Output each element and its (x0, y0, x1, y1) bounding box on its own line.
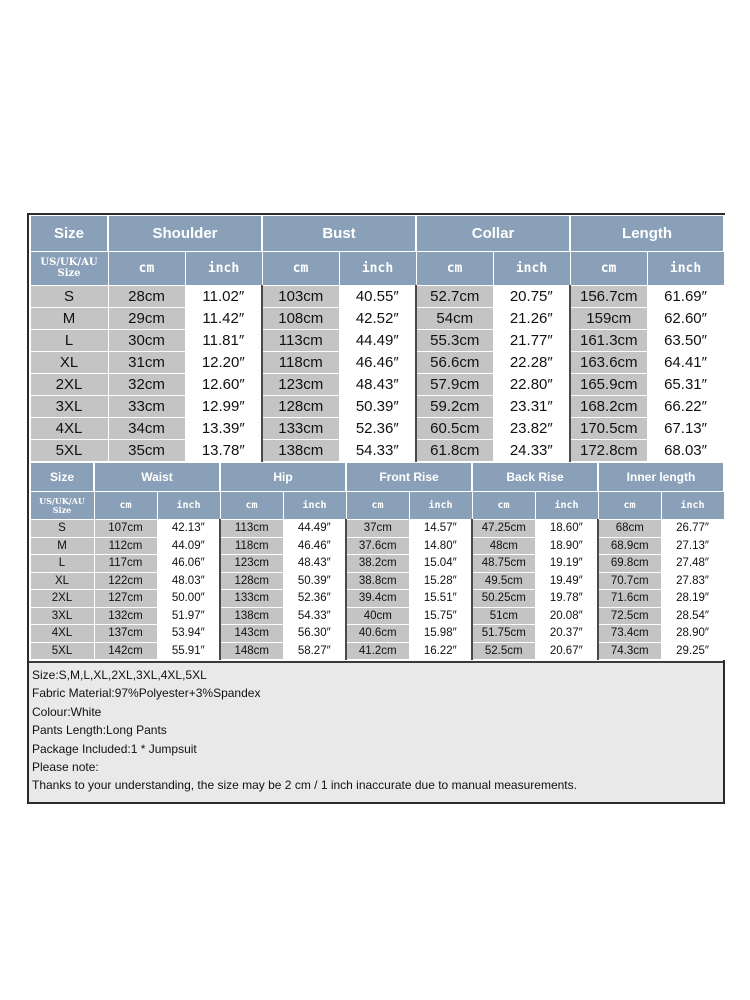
inch-value-cell: 65.31″ (647, 374, 724, 396)
unit-row-label: US/UK/AU Size (30, 492, 94, 520)
inch-value-cell: 21.77″ (493, 330, 570, 352)
unit-cm: cm (416, 252, 493, 286)
table-row (30, 308, 724, 330)
size-label-cell: S (30, 286, 108, 308)
note-package: Package Included:1 * Jumpsuit (32, 741, 197, 756)
inch-value-cell: 67.13″ (647, 418, 724, 440)
cm-value-cell: 138cm (220, 607, 283, 625)
unit-cm: cm (94, 492, 157, 520)
inch-value-cell: 18.90″ (535, 537, 598, 555)
table-row (30, 330, 724, 352)
inch-value-cell: 54.33″ (339, 440, 416, 462)
size-label-cell: 3XL (30, 607, 94, 625)
cm-value-cell: 137cm (94, 625, 157, 643)
cm-value-cell: 29cm (108, 308, 185, 330)
table-row (30, 418, 724, 440)
size-label-cell: S (30, 520, 94, 538)
cm-value-cell: 49.5cm (472, 572, 535, 590)
inch-value-cell: 48.43″ (283, 555, 346, 573)
inch-value-cell: 28.90″ (661, 625, 724, 643)
cm-value-cell: 48.75cm (472, 555, 535, 573)
table-row (30, 590, 724, 608)
inch-value-cell: 66.22″ (647, 396, 724, 418)
table-row (30, 352, 724, 374)
unit-inch: inch (157, 492, 220, 520)
cm-value-cell: 123cm (262, 374, 339, 396)
size-label-cell: XL (30, 572, 94, 590)
note-disclaimer: Thanks to your understanding, the size may be 2 cm / 1 inch inaccurate due to manual measurements. (32, 778, 577, 793)
size-label-cell: XL (30, 352, 108, 374)
column-header-front-rise: Front Rise (346, 463, 472, 492)
inch-value-cell: 50.39″ (283, 572, 346, 590)
inch-value-cell: 19.49″ (535, 572, 598, 590)
size-label-cell: 2XL (30, 590, 94, 608)
column-header-back-rise: Back Rise (472, 463, 598, 492)
table-row (30, 572, 724, 590)
inch-value-cell: 26.77″ (661, 520, 724, 538)
inch-value-cell: 15.28″ (409, 572, 472, 590)
cm-value-cell: 56.6cm (416, 352, 493, 374)
inch-value-cell: 54.33″ (283, 607, 346, 625)
inch-value-cell: 16.22″ (409, 642, 472, 660)
table-body (30, 286, 724, 462)
size-label-cell: 5XL (30, 642, 94, 660)
inch-value-cell: 44.49″ (283, 520, 346, 538)
inch-value-cell: 48.03″ (157, 572, 220, 590)
cm-value-cell: 161.3cm (570, 330, 647, 352)
size-label-cell: 4XL (30, 418, 108, 440)
column-header-shoulder: Shoulder (108, 216, 262, 252)
table-row (30, 286, 724, 308)
inch-value-cell: 27.13″ (661, 537, 724, 555)
inch-value-cell: 62.60″ (647, 308, 724, 330)
unit-inch: inch (647, 252, 724, 286)
cm-value-cell: 61.8cm (416, 440, 493, 462)
cm-value-cell: 57.9cm (416, 374, 493, 396)
cm-value-cell: 172.8cm (570, 440, 647, 462)
inch-value-cell: 12.20″ (185, 352, 262, 374)
inch-value-cell: 15.51″ (409, 590, 472, 608)
cm-value-cell: 133cm (220, 590, 283, 608)
inch-value-cell: 15.04″ (409, 555, 472, 573)
inch-value-cell: 19.19″ (535, 555, 598, 573)
inch-value-cell: 19.78″ (535, 590, 598, 608)
table-row (30, 625, 724, 643)
size-table-bottom (29, 462, 725, 660)
inch-value-cell: 52.36″ (283, 590, 346, 608)
unit-inch: inch (535, 492, 598, 520)
note-sizes: Size:S,M,L,XL,2XL,3XL,4XL,5XL (32, 668, 207, 682)
inch-value-cell: 46.06″ (157, 555, 220, 573)
inch-value-cell: 22.80″ (493, 374, 570, 396)
cm-value-cell: 39.4cm (346, 590, 409, 608)
size-label-cell: L (30, 330, 108, 352)
size-chart-sheet (27, 213, 725, 804)
inch-value-cell: 51.97″ (157, 607, 220, 625)
cm-value-cell: 48cm (472, 537, 535, 555)
cm-value-cell: 142cm (94, 642, 157, 660)
inch-value-cell: 28.54″ (661, 607, 724, 625)
table-row (30, 396, 724, 418)
table-row (30, 537, 724, 555)
cm-value-cell: 38.8cm (346, 572, 409, 590)
inch-value-cell: 50.39″ (339, 396, 416, 418)
inch-value-cell: 55.91″ (157, 642, 220, 660)
cm-value-cell: 118cm (220, 537, 283, 555)
inch-value-cell: 12.99″ (185, 396, 262, 418)
inch-value-cell: 40.55″ (339, 286, 416, 308)
inch-value-cell: 28.19″ (661, 590, 724, 608)
cm-value-cell: 113cm (220, 520, 283, 538)
cm-value-cell: 69.8cm (598, 555, 661, 573)
unit-cm: cm (346, 492, 409, 520)
size-label-cell: 2XL (30, 374, 108, 396)
note-colour: Colour:White (32, 704, 102, 719)
cm-value-cell: 156.7cm (570, 286, 647, 308)
cm-value-cell: 68cm (598, 520, 661, 538)
table-row (30, 607, 724, 625)
cm-value-cell: 35cm (108, 440, 185, 462)
inch-value-cell: 14.80″ (409, 537, 472, 555)
unit-inch: inch (283, 492, 346, 520)
table-row (30, 642, 724, 660)
note-pants-length: Pants Length:Long Pants (32, 723, 167, 738)
column-header-length: Length (570, 216, 724, 252)
column-header-inner-length: Inner length (598, 463, 724, 492)
inch-value-cell: 18.60″ (535, 520, 598, 538)
size-header: Size (30, 463, 94, 492)
cm-value-cell: 51.75cm (472, 625, 535, 643)
inch-value-cell: 44.09″ (157, 537, 220, 555)
inch-value-cell: 68.03″ (647, 440, 724, 462)
cm-value-cell: 28cm (108, 286, 185, 308)
inch-value-cell: 22.28″ (493, 352, 570, 374)
header-row (30, 216, 724, 252)
cm-value-cell: 73.4cm (598, 625, 661, 643)
column-header-waist: Waist (94, 463, 220, 492)
cm-value-cell: 113cm (262, 330, 339, 352)
inch-value-cell: 50.00″ (157, 590, 220, 608)
cm-value-cell: 112cm (94, 537, 157, 555)
cm-value-cell: 40cm (346, 607, 409, 625)
inch-value-cell: 64.41″ (647, 352, 724, 374)
inch-value-cell: 15.75″ (409, 607, 472, 625)
inch-value-cell: 20.08″ (535, 607, 598, 625)
size-table-top (29, 215, 725, 462)
inch-value-cell: 11.02″ (185, 286, 262, 308)
unit-inch: inch (409, 492, 472, 520)
cm-value-cell: 60.5cm (416, 418, 493, 440)
inch-value-cell: 58.27″ (283, 642, 346, 660)
cm-value-cell: 54cm (416, 308, 493, 330)
unit-inch: inch (661, 492, 724, 520)
inch-value-cell: 61.69″ (647, 286, 724, 308)
cm-value-cell: 163.6cm (570, 352, 647, 374)
cm-value-cell: 165.9cm (570, 374, 647, 396)
note-fabric: Fabric Material:97%Polyester+3%Spandex (32, 686, 261, 701)
cm-value-cell: 138cm (262, 440, 339, 462)
cm-value-cell: 68.9cm (598, 537, 661, 555)
inch-value-cell: 27.48″ (661, 555, 724, 573)
cm-value-cell: 132cm (94, 607, 157, 625)
inch-value-cell: 20.67″ (535, 642, 598, 660)
inch-value-cell: 12.60″ (185, 374, 262, 396)
cm-value-cell: 107cm (94, 520, 157, 538)
cm-value-cell: 170.5cm (570, 418, 647, 440)
size-label-cell: 3XL (30, 396, 108, 418)
unit-cm: cm (108, 252, 185, 286)
inch-value-cell: 15.98″ (409, 625, 472, 643)
inch-value-cell: 52.36″ (339, 418, 416, 440)
inch-value-cell: 13.78″ (185, 440, 262, 462)
cm-value-cell: 41.2cm (346, 642, 409, 660)
cm-value-cell: 133cm (262, 418, 339, 440)
cm-value-cell: 31cm (108, 352, 185, 374)
column-header-collar: Collar (416, 216, 570, 252)
header-row (30, 463, 724, 492)
cm-value-cell: 51cm (472, 607, 535, 625)
cm-value-cell: 103cm (262, 286, 339, 308)
table-row (30, 555, 724, 573)
inch-value-cell: 13.39″ (185, 418, 262, 440)
cm-value-cell: 50.25cm (472, 590, 535, 608)
unit-cm: cm (472, 492, 535, 520)
inch-value-cell: 29.25″ (661, 642, 724, 660)
table-row (30, 520, 724, 538)
cm-value-cell: 122cm (94, 572, 157, 590)
table-row (30, 440, 724, 462)
cm-value-cell: 70.7cm (598, 572, 661, 590)
inch-value-cell: 27.83″ (661, 572, 724, 590)
cm-value-cell: 159cm (570, 308, 647, 330)
inch-value-cell: 23.82″ (493, 418, 570, 440)
inch-value-cell: 11.81″ (185, 330, 262, 352)
cm-value-cell: 32cm (108, 374, 185, 396)
cm-value-cell: 37.6cm (346, 537, 409, 555)
inch-value-cell: 23.31″ (493, 396, 570, 418)
table-row (30, 374, 724, 396)
cm-value-cell: 123cm (220, 555, 283, 573)
size-label-cell: M (30, 537, 94, 555)
unit-inch: inch (339, 252, 416, 286)
table-body (30, 520, 724, 660)
inch-value-cell: 11.42″ (185, 308, 262, 330)
inch-value-cell: 42.13″ (157, 520, 220, 538)
inch-value-cell: 24.33″ (493, 440, 570, 462)
cm-value-cell: 38.2cm (346, 555, 409, 573)
cm-value-cell: 108cm (262, 308, 339, 330)
cm-value-cell: 117cm (94, 555, 157, 573)
inch-value-cell: 46.46″ (283, 537, 346, 555)
unit-row-label: US/UK/AU Size (30, 252, 108, 286)
cm-value-cell: 127cm (94, 590, 157, 608)
cm-value-cell: 118cm (262, 352, 339, 374)
size-label-cell: L (30, 555, 94, 573)
cm-value-cell: 71.6cm (598, 590, 661, 608)
cm-value-cell: 59.2cm (416, 396, 493, 418)
cm-value-cell: 148cm (220, 642, 283, 660)
inch-value-cell: 42.52″ (339, 308, 416, 330)
cm-value-cell: 168.2cm (570, 396, 647, 418)
product-notes (29, 661, 723, 802)
inch-value-cell: 20.75″ (493, 286, 570, 308)
cm-value-cell: 52.7cm (416, 286, 493, 308)
unit-cm: cm (262, 252, 339, 286)
column-header-hip: Hip (220, 463, 346, 492)
cm-value-cell: 128cm (220, 572, 283, 590)
size-header: Size (30, 216, 108, 252)
cm-value-cell: 72.5cm (598, 607, 661, 625)
inch-value-cell: 63.50″ (647, 330, 724, 352)
inch-value-cell: 21.26″ (493, 308, 570, 330)
note-please-note: Please note: (32, 760, 99, 775)
unit-inch: inch (185, 252, 262, 286)
inch-value-cell: 20.37″ (535, 625, 598, 643)
inch-value-cell: 44.49″ (339, 330, 416, 352)
unit-row (30, 252, 724, 286)
cm-value-cell: 143cm (220, 625, 283, 643)
cm-value-cell: 30cm (108, 330, 185, 352)
cm-value-cell: 47.25cm (472, 520, 535, 538)
unit-cm: cm (570, 252, 647, 286)
unit-cm: cm (598, 492, 661, 520)
cm-value-cell: 33cm (108, 396, 185, 418)
inch-value-cell: 46.46″ (339, 352, 416, 374)
column-header-bust: Bust (262, 216, 416, 252)
cm-value-cell: 55.3cm (416, 330, 493, 352)
cm-value-cell: 52.5cm (472, 642, 535, 660)
inch-value-cell: 14.57″ (409, 520, 472, 538)
size-label-cell: M (30, 308, 108, 330)
cm-value-cell: 34cm (108, 418, 185, 440)
unit-cm: cm (220, 492, 283, 520)
inch-value-cell: 53.94″ (157, 625, 220, 643)
cm-value-cell: 128cm (262, 396, 339, 418)
unit-inch: inch (493, 252, 570, 286)
size-label-cell: 4XL (30, 625, 94, 643)
unit-row (30, 492, 724, 520)
cm-value-cell: 37cm (346, 520, 409, 538)
cm-value-cell: 40.6cm (346, 625, 409, 643)
inch-value-cell: 56.30″ (283, 625, 346, 643)
size-label-cell: 5XL (30, 440, 108, 462)
inch-value-cell: 48.43″ (339, 374, 416, 396)
cm-value-cell: 74.3cm (598, 642, 661, 660)
